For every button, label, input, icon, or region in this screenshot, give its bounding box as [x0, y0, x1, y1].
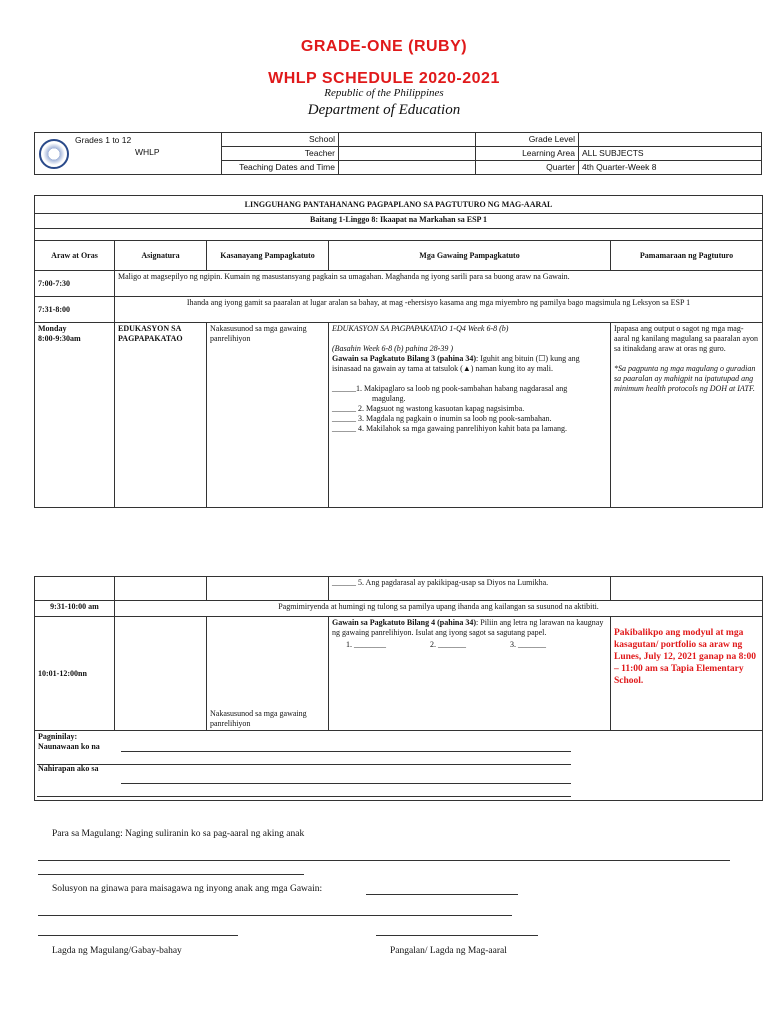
reflection-understood: Naunawaan ko na [38, 742, 100, 751]
schedule-subtitle: Baitang 1-Linggo 8: Ikaapat na Markahan sa ESP 1 [35, 214, 763, 229]
school-value [339, 133, 476, 147]
student-signature-line [376, 935, 538, 936]
monday-day: Monday [38, 324, 67, 333]
teacher-value [339, 147, 476, 161]
task3-item-1: ______1. Makipaglaro sa loob ng pook-sambahan habang nagdarasal ang [332, 384, 568, 393]
cont-competency-cell [207, 577, 329, 601]
task3-text: : Iguhit ang bituin (☐) kung ang isinasaad na gawain ay tama at tatsulok (▲) naman kung ito ay mali. [332, 354, 580, 373]
school-label: School [222, 133, 339, 147]
activity-read: (Basahin Week 6-8 (b) pahina 28-39 ) [332, 344, 454, 353]
col-header-competency: Kasanayang Pampagkatuto [207, 241, 329, 271]
cont-method-cell [611, 577, 763, 601]
parent-issues-label: Para sa Magulang: Naging suliranin ko sa pag-aaral ng aking anak [52, 829, 305, 839]
task3-item-1b: magulang. [372, 394, 406, 403]
deped-seal-icon [39, 139, 69, 169]
reflection-difficult: Nahirapan ako sa [38, 764, 99, 773]
issues-line-2 [38, 874, 304, 875]
col-header-activities: Mga Gawaing Pampagkatuto [329, 241, 611, 271]
grade-level-value [579, 133, 762, 147]
student-signature-label: Pangalan/ Lagda ng Mag-aaral [390, 946, 507, 956]
break-text: Pagmimiryenda at humingi ng tulong sa pamilya upang ihanda ang kailangan sa susunod na aktibiti. [115, 601, 763, 617]
understood-line-2 [37, 764, 571, 765]
document-title: GRADE-ONE (RUBY) [300, 38, 468, 55]
monday-cell [35, 323, 115, 508]
task4-answer-1: 1. ________ [346, 640, 386, 649]
task4-title: Gawain sa Pagkatuto Bilang 4 (pahina 34) [332, 618, 477, 627]
info-table [34, 132, 762, 175]
task4-answer-2: 2. _______ [430, 640, 466, 649]
schedule-table [34, 195, 763, 508]
task4-instruction [332, 618, 607, 638]
solution-line-2 [38, 915, 512, 916]
monday-time: 8:00-9:30am [38, 334, 81, 343]
cont-subject-cell [115, 577, 207, 601]
subject3-cell [115, 617, 207, 731]
grades-label: Grades 1 to 12 [75, 135, 132, 145]
competency3-cell: Nakasusunod sa mga gawaing panrelihiyon [207, 617, 329, 731]
col-header-subject: Asignatura [115, 241, 207, 271]
break-time: 9:31-10:00 am [35, 601, 115, 617]
dates-label: Teaching Dates and Time [222, 161, 339, 175]
row1-time: 7:00-7:30 [35, 271, 115, 297]
task3-item-2: ______ 2. Magsuot ng wastong kasuotan kapag nagsisimba. [332, 404, 525, 413]
quarter-value: 4th Quarter-Week 8 [579, 161, 762, 175]
learning-area-label: Learning Area [476, 147, 579, 161]
activities-cell [329, 323, 611, 508]
spacer-row [35, 229, 763, 241]
task4-text: : Piliin ang letra ng larawan na kaugnay ng gawaing panrelihiyon. Isulat ang iyong sagot sa sagutang papel. [332, 618, 604, 637]
col-header-method: Pamamaraan ng Pagtuturo [611, 241, 763, 271]
issues-line-1 [38, 860, 730, 861]
task3-title: Gawain sa Pagkatuto Bilang 3 (pahina 34) [332, 354, 477, 363]
solution-line-1 [366, 894, 518, 895]
difficult-line-2 [37, 796, 571, 797]
row1-text: Maligo at magsepilyo ng ngipin. Kumain ng masustansyang pagkain sa umagahan. Maghanda ng iyong sarili para sa buong araw na Gawain. [115, 271, 763, 297]
task4-answer-3: 3. _______ [510, 640, 546, 649]
learning-area-value: ALL SUBJECTS [579, 147, 762, 161]
difficult-line-1 [121, 783, 571, 784]
method-cell [611, 323, 763, 508]
reflection-blank [611, 731, 763, 801]
reflection-cell [35, 731, 611, 801]
whlp-label: WHLP [135, 147, 160, 157]
teacher-label: Teacher [222, 147, 339, 161]
task4-cell [329, 617, 611, 731]
time3-cell: 10:01-12:00nn [35, 617, 115, 731]
info-logo-cell [35, 133, 222, 175]
task3-item-5: ______ 5. Ang pagdarasal ay pakikipag-usap sa Diyos na Lumikha. [329, 577, 611, 601]
quarter-label: Quarter [476, 161, 579, 175]
solution-label: Solusyon na ginawa para maisagawa ng inyong anak ang mga Gawain: [52, 884, 323, 894]
col-header-time: Araw at Oras [35, 241, 115, 271]
reflection-title: Pagninilay: [38, 732, 78, 741]
schedule-title: LINGGUHANG PANTAHANANG PAGPAPLANO SA PAGTUTURO NG MAG-AARAL [35, 196, 763, 214]
task4-answers [332, 640, 607, 650]
parent-signature-line [38, 935, 238, 936]
competency-cell: Nakasusunod sa mga gawaing panrelihiyon [207, 323, 329, 508]
republic-label: Republic of the Philippines [324, 87, 444, 99]
department-label: Department of Education [307, 102, 461, 118]
return-notice: Pakibalikpo ang modyul at mga kasagutan/ portfolio sa araw ng Lunes, July 12, 2021 ganap na 8:00 – 11:00 am sa Tapia Elementary School. [611, 617, 763, 731]
method-text: Ipapasa ang output o sagot ng mga mag-aaral ng kanilang magulang sa paaralan ayon sa itinakdang araw at oras ng guro. [614, 324, 758, 353]
method-note: *Sa pagpunta ng mga magulang o guradian sa paaralan ay mahigpit na ipatutupad ang minimum health protocols ng DOH at IATF. [614, 364, 756, 393]
grade-level-label: Grade Level [476, 133, 579, 147]
parent-signature-label: Lagda ng Magulang/Gabay-bahay [52, 946, 182, 956]
understood-line-1 [121, 751, 571, 752]
dates-value [339, 161, 476, 175]
schedule-table-continued [34, 576, 763, 801]
activity-heading: EDUKASYON SA PAGPAPAKATAO 1-Q4 Week 6-8 (b) [332, 324, 509, 333]
cont-time-cell [35, 577, 115, 601]
row2-time: 7:31-8:00 [35, 297, 115, 323]
task3-item-4: ______ 4. Makilahok sa mga gawaing panrelihiyon kahit bata pa lamang. [332, 424, 568, 433]
document-subtitle: WHLP SCHEDULE 2020-2021 [268, 70, 500, 87]
row2-text: Ihanda ang iyong gamit sa paaralan at lugar aralan sa bahay, at mag -ehersisyo kasama ang mga miyembro ng pamilya bago magsimula ng Leksyon sa ESP 1 [115, 297, 763, 323]
task3-item-3: ______ 3. Magdala ng pagkain o inumin sa loob ng pook-sambahan. [332, 414, 552, 423]
subject-cell: EDUKASYON SA PAGPAPAKATAO [115, 323, 207, 508]
task3-instruction [332, 354, 607, 374]
